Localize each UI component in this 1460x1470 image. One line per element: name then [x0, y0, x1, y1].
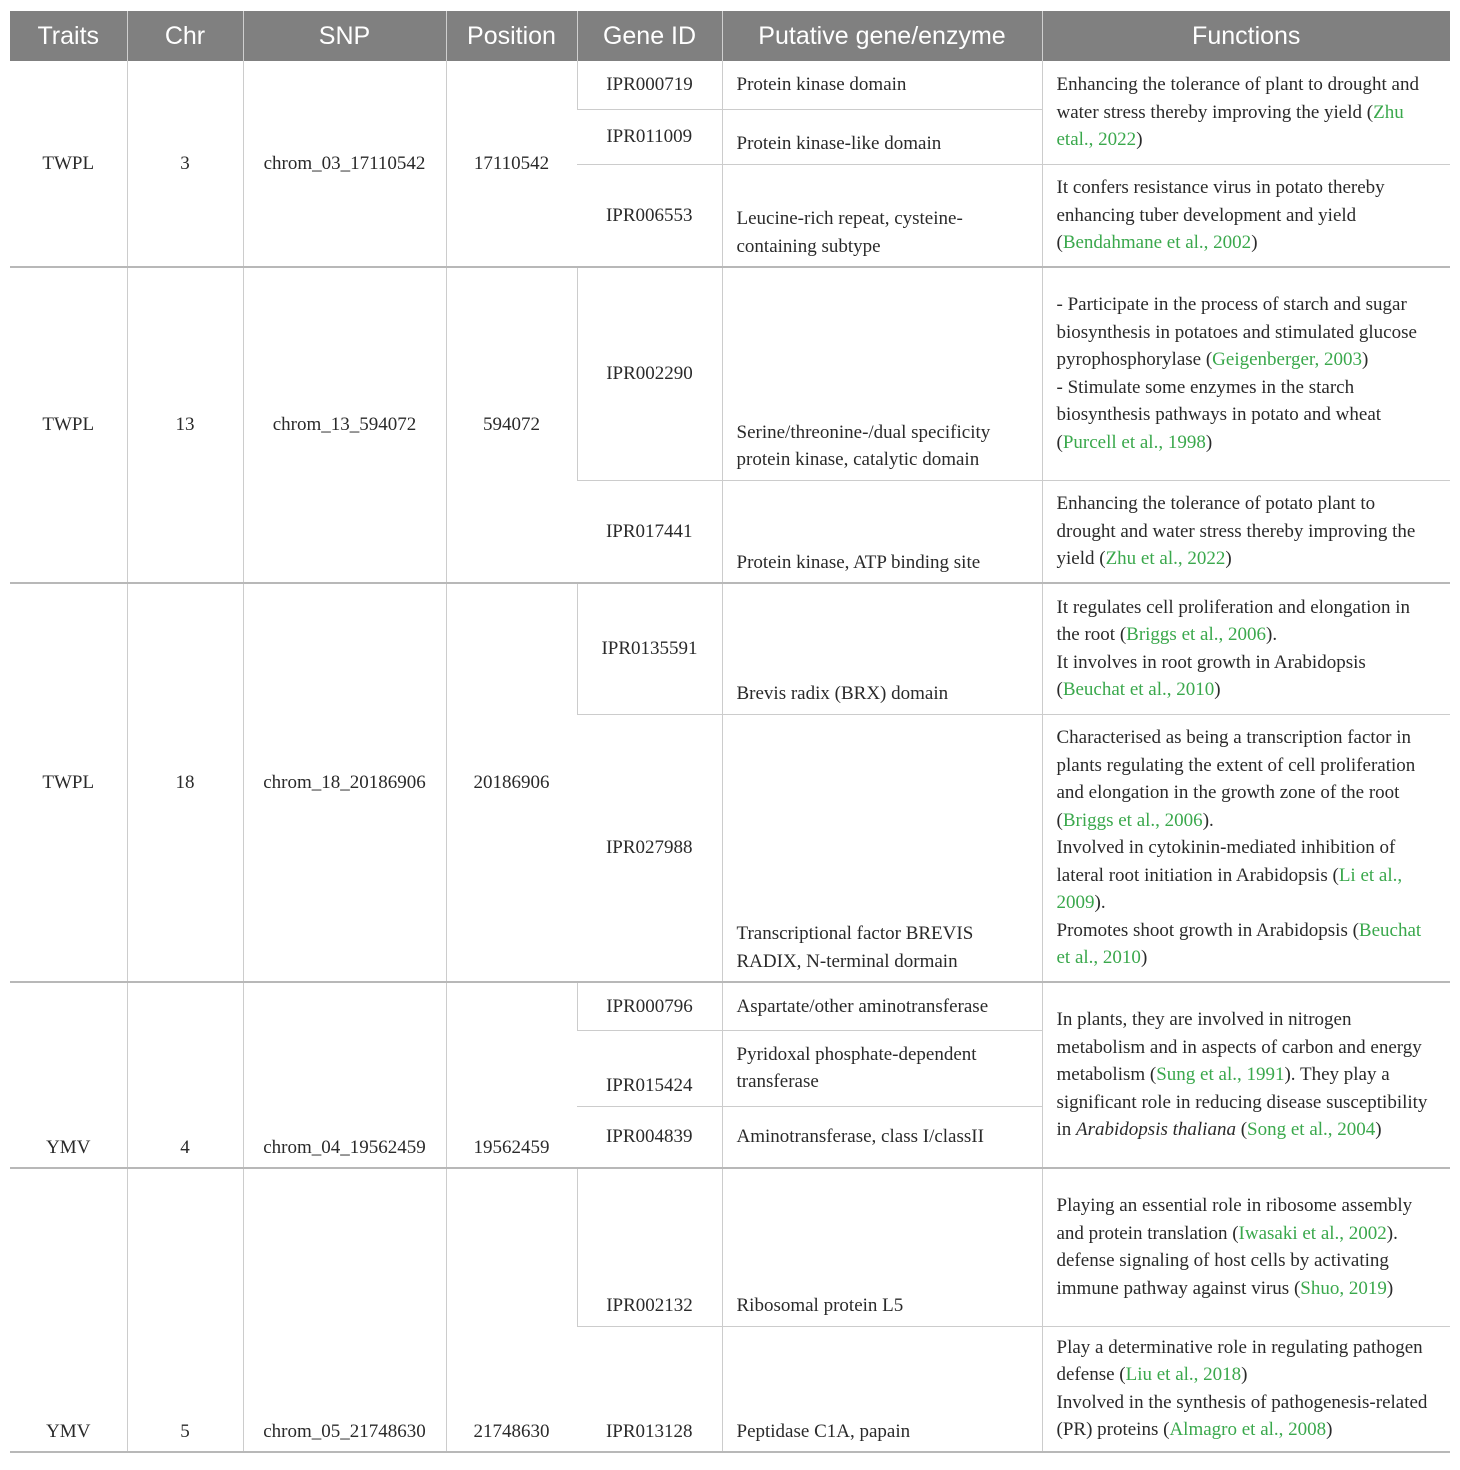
citation-link[interactable]: Beuchat et al., 2010	[1056, 919, 1422, 968]
citation-link[interactable]: Zhu etal., 2022	[1056, 101, 1404, 150]
citation-link[interactable]: Song et al., 2004	[1247, 1119, 1376, 1141]
function-cell: Play a determinative role in regulating pathogen defense (Liu et al., 2018) Involved in the synthesis of pathogenesis-related (PR) proteins (Almagro et al., 2008)	[1042, 1326, 1450, 1452]
snp-cell: chrom_13_594072	[243, 267, 446, 583]
function-cell: - Participate in the process of starch and sugar biosynthesis in potatoes and stimulated glucose pyrophosphorylase (Geigenberger, 2003) - Stimulate some enzymes in the starch biosynthesis pathways in potato and wheat (Purcell et al., 1998)	[1042, 267, 1450, 480]
table-row	[10, 61, 1450, 109]
snp-cell: chrom_05_21748630	[243, 1168, 446, 1452]
citation-link[interactable]: Li et al., 2009	[1056, 864, 1403, 913]
position-cell: 19562459	[446, 982, 577, 1168]
citation-link[interactable]: Beuchat et al., 2010	[1062, 679, 1215, 701]
function-cell: In plants, they are involved in nitrogen metabolism and in aspects of carbon and energy metabolism (Sung et al., 1991). They play a significant role in reducing disease susceptibility in Arabidopsis thaliana (Song et al., 2004)	[1042, 982, 1450, 1168]
snp-cell: chrom_04_19562459	[243, 982, 446, 1168]
gene-id-cell: IPR006553	[577, 164, 722, 267]
gene-id-cell: IPR002132	[577, 1168, 722, 1326]
chr-cell: 5	[127, 1168, 243, 1452]
chr-cell: 4	[127, 982, 243, 1168]
citation-link[interactable]: Shuo, 2019	[1300, 1277, 1387, 1299]
chr-cell: 3	[127, 61, 243, 267]
citation-link[interactable]: Briggs et al., 2006	[1126, 624, 1267, 646]
gene-name-cell: Protein kinase domain	[722, 61, 1042, 109]
table-row	[10, 1168, 1450, 1326]
position-cell: 594072	[446, 267, 577, 583]
gene-id-cell: IPR017441	[577, 480, 722, 583]
gene-id-cell: IPR011009	[577, 109, 722, 164]
table-row	[10, 583, 1450, 714]
position-cell: 21748630	[446, 1168, 577, 1452]
citation-link[interactable]: Zhu et al., 2022	[1105, 548, 1226, 569]
gene-name-cell: Leucine-rich repeat, cysteine-containing subtype	[722, 164, 1042, 267]
citation-link[interactable]: Sung et al., 1991	[1156, 1064, 1285, 1086]
header-functions: Functions	[1042, 11, 1450, 61]
table-row	[10, 982, 1450, 1030]
gene-id-cell: IPR000719	[577, 61, 722, 109]
table-row	[10, 267, 1450, 480]
trait-cell: TWPL	[10, 267, 127, 583]
gene-name-cell: Protein kinase, ATP binding site	[722, 480, 1042, 583]
header-traits: Traits	[10, 11, 127, 61]
gene-id-cell: IPR027988	[577, 714, 722, 982]
gene-name-cell: Peptidase C1A, papain	[722, 1326, 1042, 1452]
function-cell: It confers resistance virus in potato thereby enhancing tuber development and yield (Bendahmane et al., 2002)	[1042, 164, 1450, 267]
trait-cell: YMV	[10, 1168, 127, 1452]
function-cell: Characterised as being a transcription factor in plants regulating the extent of cell proliferation and elongation in the growth zone of the root (Briggs et al., 2006). Involved in cytokinin-mediated inhibition of lateral root initiation in Arabidopsis (Li et al., 2009). Promotes shoot growth in Arabidopsis (Beuchat et al., 2010)	[1042, 714, 1450, 982]
function-cell: Enhancing the tolerance of plant to drought and water stress thereby improving the yield (Zhu etal., 2022)	[1042, 61, 1450, 164]
citation-link[interactable]: Almagro et al., 2008	[1169, 1419, 1327, 1441]
snp-cell: chrom_03_17110542	[243, 61, 446, 267]
chr-cell: 18	[127, 583, 243, 982]
gene-name-cell: Transcriptional factor BREVIS RADIX, N-terminal dormain	[722, 714, 1042, 982]
header-position: Position	[446, 11, 577, 61]
gene-id-cell: IPR0135591	[577, 583, 722, 714]
gene-name-cell: Aspartate/other aminotransferase	[722, 982, 1042, 1030]
snp-cell: chrom_18_20186906	[243, 583, 446, 982]
position-cell: 20186906	[446, 583, 577, 982]
header-chr: Chr	[127, 11, 243, 61]
gene-name-cell: Aminotransferase, class I/classII	[722, 1106, 1042, 1168]
gene-name-cell: Brevis radix (BRX) domain	[722, 583, 1042, 714]
gene-id-cell: IPR000796	[577, 982, 722, 1030]
header-snp: SNP	[243, 11, 446, 61]
trait-cell: TWPL	[10, 583, 127, 982]
gene-id-cell: IPR015424	[577, 1030, 722, 1106]
citation-link[interactable]: Purcell et al., 1998	[1062, 431, 1206, 453]
citation-link[interactable]: Briggs et al., 2006	[1062, 809, 1203, 831]
gene-name-cell: Serine/threonine-/dual specificity protein kinase, catalytic domain	[722, 267, 1042, 480]
position-cell: 17110542	[446, 61, 577, 267]
gene-name-cell: Ribosomal protein L5	[722, 1168, 1042, 1326]
citation-link[interactable]: Geigenberger, 2003	[1212, 349, 1362, 371]
header-row	[10, 11, 1450, 61]
gene-id-cell: IPR004839	[577, 1106, 722, 1168]
results-table	[10, 11, 1450, 1453]
trait-cell: YMV	[10, 982, 127, 1168]
trait-cell: TWPL	[42, 152, 95, 174]
gene-name-cell: Pyridoxal phosphate-dependent transferase	[722, 1030, 1042, 1106]
gene-id-cell: IPR013128	[577, 1326, 722, 1452]
header-putative-gene: Putative gene/enzyme	[722, 11, 1042, 61]
citation-link[interactable]: Bendahmane et al., 2002	[1062, 232, 1252, 253]
function-cell: Playing an essential role in ribosome assembly and protein translation (Iwasaki et al., 2002). defense signaling of host cells by activating immune pathway against virus (Shuo, 2019)	[1042, 1168, 1450, 1326]
citation-link[interactable]: Iwasaki et al., 2002	[1238, 1222, 1387, 1244]
chr-cell: 13	[127, 267, 243, 583]
header-gene-id: Gene ID	[577, 11, 722, 61]
function-cell: Enhancing the tolerance of potato plant to drought and water stress thereby improving the yield (Zhu et al., 2022)	[1042, 480, 1450, 583]
gene-id-cell: IPR002290	[577, 267, 722, 480]
citation-link[interactable]: Liu et al., 2018	[1125, 1364, 1242, 1386]
gene-name-cell: Protein kinase-like domain	[722, 109, 1042, 164]
function-cell: It regulates cell proliferation and elongation in the root (Briggs et al., 2006). It involves in root growth in Arabidopsis (Beuchat et al., 2010)	[1042, 583, 1450, 714]
